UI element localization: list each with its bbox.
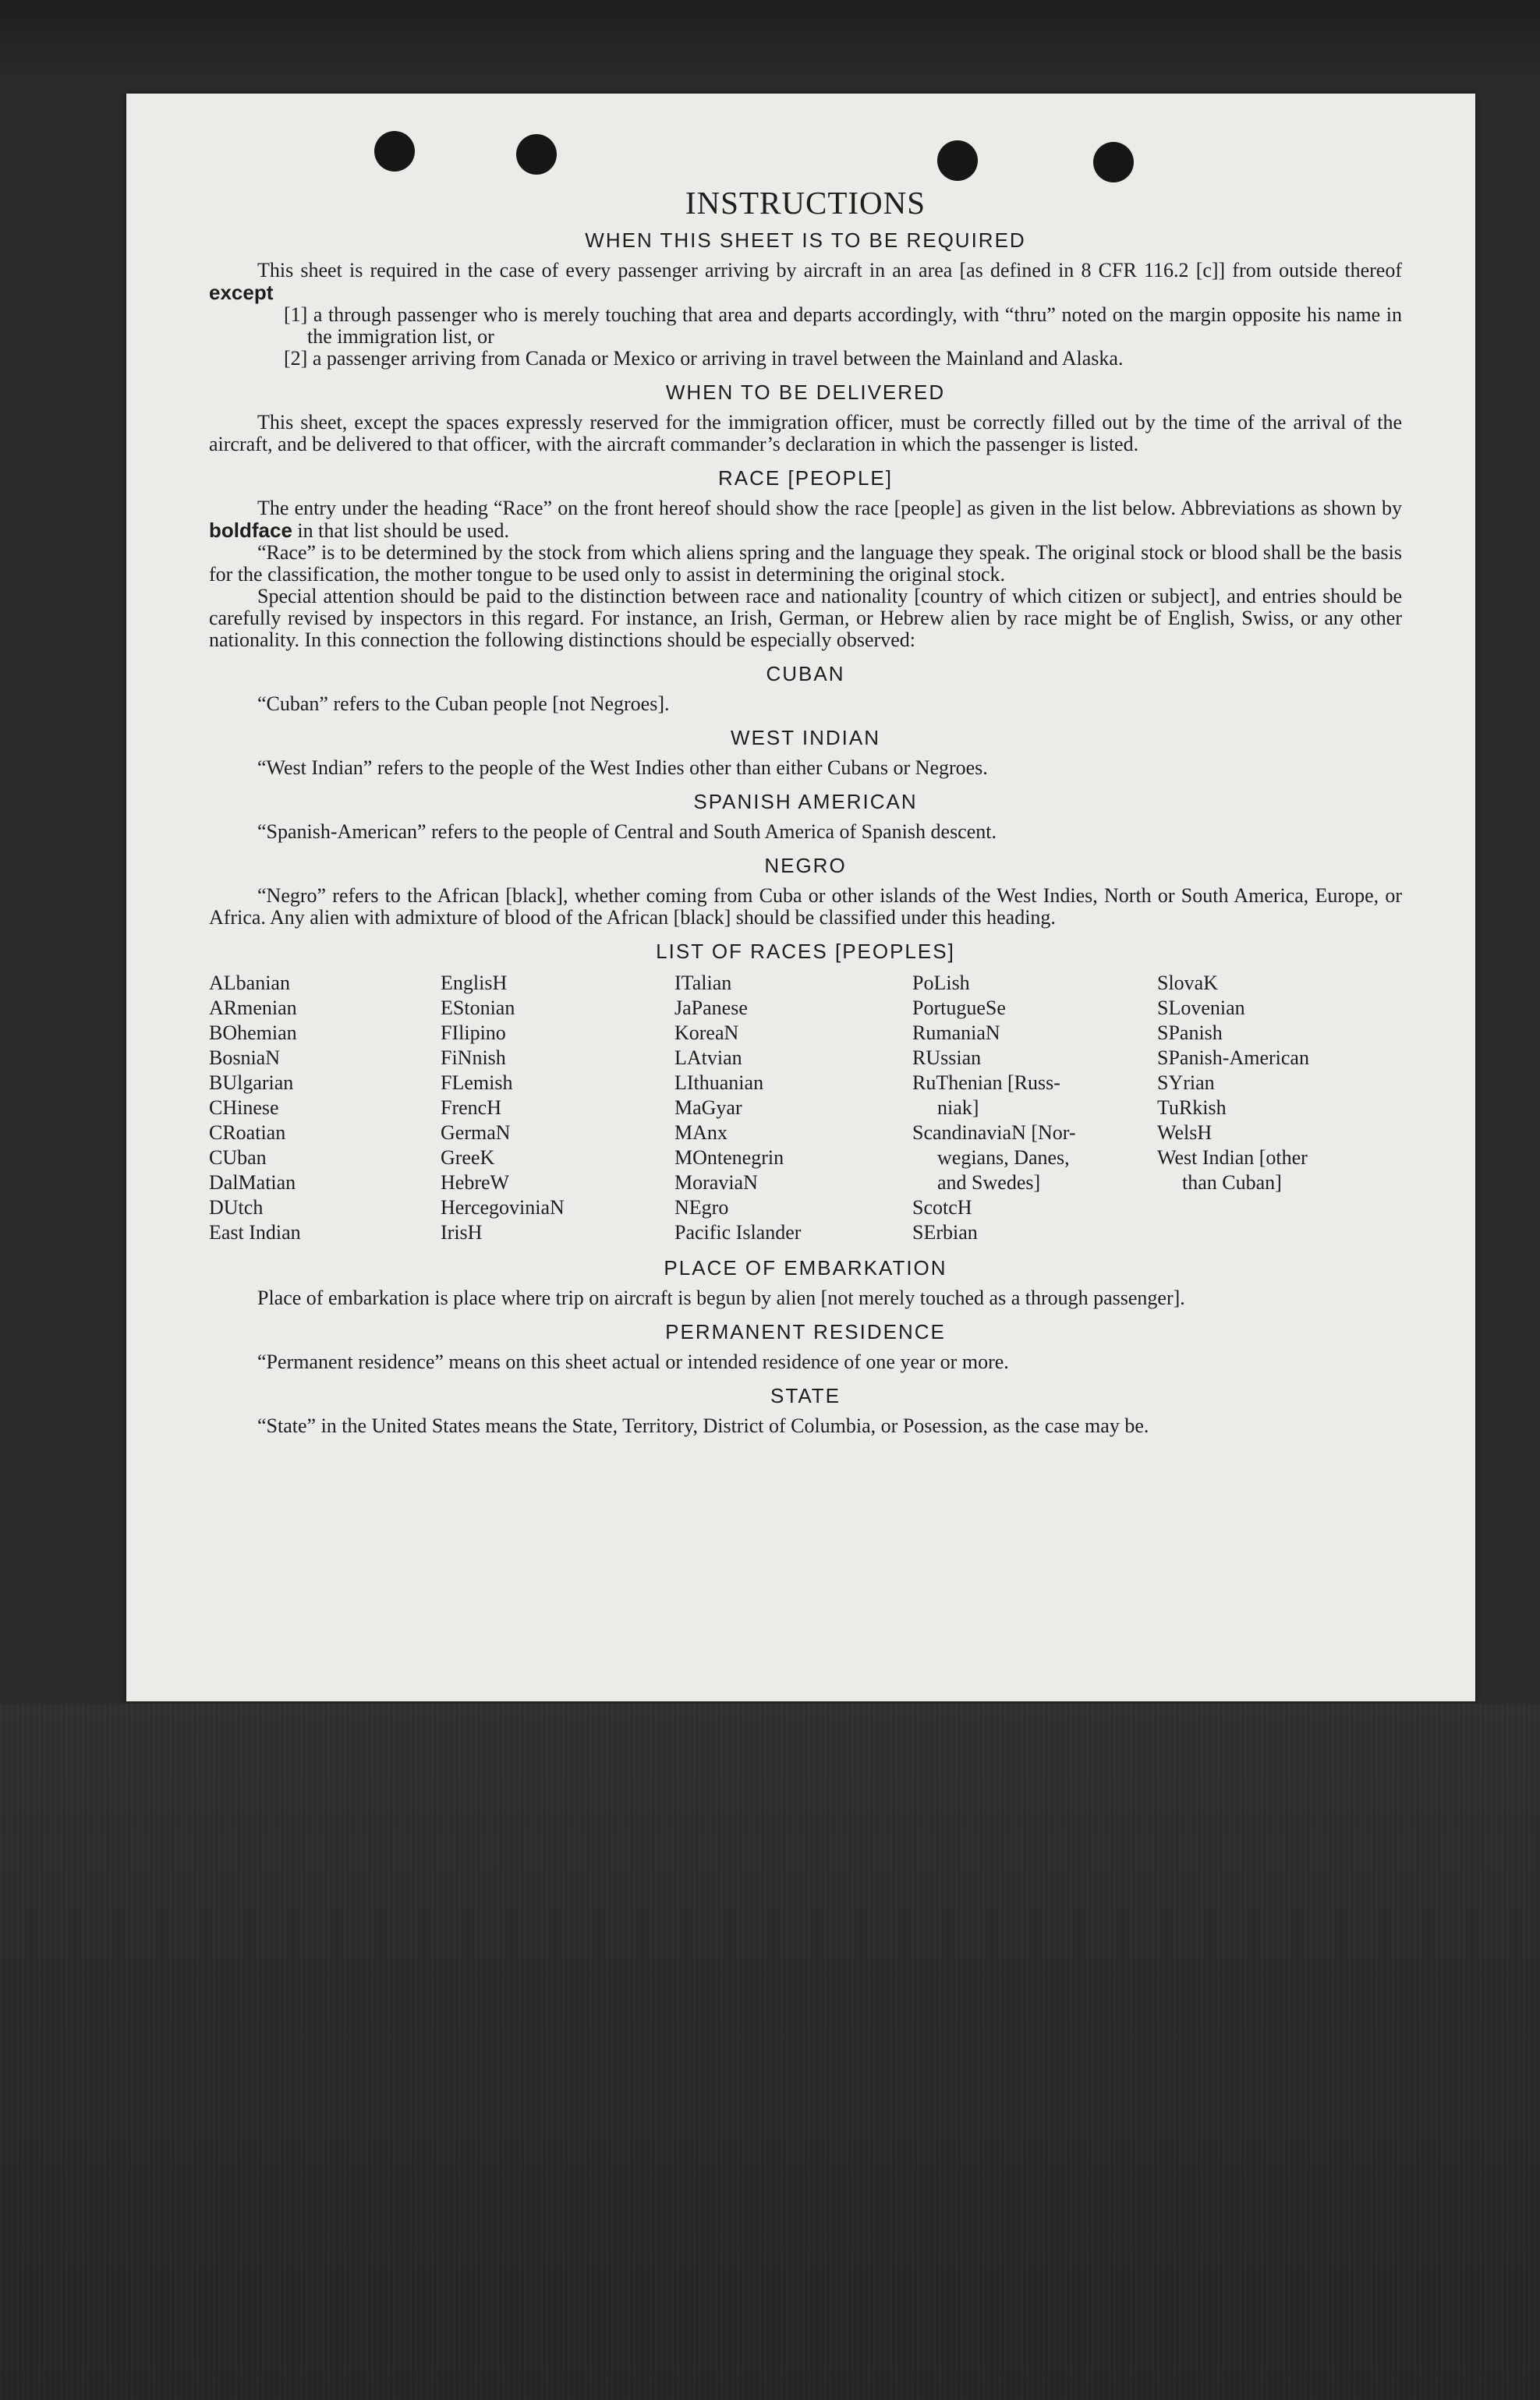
race-item: than Cuban] (1182, 1171, 1282, 1194)
residence-text: “Permanent residence” means on this sheet actual or intended residence of one year or more. (257, 1350, 1009, 1373)
race-item: KoreaN (674, 1021, 739, 1044)
race-item: MAnx (674, 1121, 728, 1144)
race-item: ScandinaviaN [Nor- (912, 1121, 1076, 1144)
heading-permanent-residence: PERMANENT RESIDENCE (665, 1320, 946, 1343)
embarkation-text: Place of embarkation is place where trip on aircraft is begun by alien [not merely touched as a through passenger]. (257, 1287, 1185, 1309)
race-item: MOntenegrin (674, 1146, 784, 1169)
race-item: SPanish (1157, 1021, 1223, 1044)
races-list (209, 971, 1402, 1245)
race-item: BOhemian (209, 1021, 297, 1044)
punch-hole (1093, 142, 1134, 182)
race-item: MoraviaN (674, 1171, 758, 1194)
races-column-2 (441, 971, 674, 1245)
instructions-content (209, 183, 1402, 1437)
race-item: FiNnish (441, 1046, 506, 1069)
negro-text: “Negro” refers to the African [black], whether coming from Cuba or other islands of the West Indies, North or South America, Europe, or Africa. Any alien with admixture of blood of the African [black] should be classified under this heading. (209, 884, 1402, 929)
race-item: East Indian (209, 1221, 301, 1244)
race-item: FIlipino (441, 1021, 506, 1044)
races-column-3 (674, 971, 912, 1245)
race-item: SlovaK (1157, 972, 1218, 994)
races-column-5 (1157, 971, 1402, 1245)
race-item: RUssian (912, 1046, 982, 1069)
race-paragraph-3: Special attention should be paid to the distinction between race and nationality [country of which citizen or subject], and entries should be carefully revised by inspectors in this regard. For instance, an Irish, German, or Hebrew alien by race might be of English, Swiss, or any other nationality. In this connection the following distinctions should be especially observed: (209, 585, 1402, 651)
cuban-text: “Cuban” refers to the Cuban people [not Negroes]. (257, 692, 670, 715)
heading-negro: NEGRO (764, 854, 847, 877)
race-item: LAtvian (674, 1046, 742, 1069)
heading-west-indian: WEST INDIAN (731, 726, 880, 749)
race-item: ScotcH (912, 1196, 972, 1219)
race-item: ARmenian (209, 996, 297, 1019)
heading-when-delivered: WHEN TO BE DELIVERED (665, 381, 946, 404)
race-item: PortugueSe (912, 996, 1006, 1019)
race-item: ALbanian (209, 972, 290, 994)
race-item: DalMatian (209, 1171, 296, 1194)
heading-when-required: WHEN THIS SHEET IS TO BE REQUIRED (585, 228, 1026, 252)
race-item: MaGyar (674, 1096, 742, 1119)
race-item: niak] (937, 1096, 979, 1119)
heading-race: RACE [PEOPLE] (718, 466, 893, 490)
spanish-american-text: “Spanish-American” refers to the people of Central and South America of Spanish descent. (257, 820, 997, 843)
race-item: Pacific Islander (674, 1221, 802, 1244)
race-item: RumaniaN (912, 1021, 1000, 1044)
race-item: GreeK (441, 1146, 495, 1169)
race-item: SLovenian (1157, 996, 1245, 1019)
race-item: SYrian (1157, 1071, 1215, 1094)
race-item: SErbian (912, 1221, 978, 1244)
page-title: INSTRUCTIONS (685, 185, 926, 221)
races-column-1 (209, 971, 441, 1245)
state-text: “State” in the United States means the State, Territory, District of Columbia, or Posession, as the case may be. (257, 1414, 1149, 1437)
race-item: CHinese (209, 1096, 279, 1119)
race-item: LIthuanian (674, 1071, 764, 1094)
race-item: West Indian [other (1157, 1146, 1308, 1169)
race-item: WelsH (1157, 1121, 1213, 1144)
race-item: CRoatian (209, 1121, 286, 1144)
races-column-4 (912, 971, 1157, 1245)
race-item: BosniaN (209, 1046, 280, 1069)
race-item: DUtch (209, 1196, 264, 1219)
race-item: wegians, Danes, (937, 1146, 1070, 1169)
race-item: TuRkish (1157, 1096, 1227, 1119)
heading-spanish-american: SPANISH AMERICAN (693, 790, 918, 813)
required-intro: This sheet is required in the case of every passenger arriving by aircraft in an area [as defined in 8 CFR 116.2 [c]] from outside thereof except (209, 259, 1402, 304)
race-item: HercegoviniaN (441, 1196, 565, 1219)
instruction-sheet (126, 94, 1475, 1701)
film-border-bottom (0, 1704, 1540, 2400)
race-item: EnglisH (441, 972, 508, 994)
race-item: FrencH (441, 1096, 501, 1119)
race-item: RuThenian [Russ- (912, 1071, 1060, 1094)
race-item: NEgro (674, 1196, 729, 1219)
required-item-1: [1] a through passenger who is merely touching that area and departs accordingly, with “thru” noted on the margin opposite his name in the immigration list, or (284, 303, 1402, 348)
heading-list-of-races: LIST OF RACES [PEOPLES] (656, 940, 955, 963)
race-paragraph-1: The entry under the heading “Race” on the front hereof should show the race [people] as given in the list below. Abbreviations as shown by boldface in that list should be used. (209, 497, 1402, 542)
heading-cuban: CUBAN (766, 662, 845, 685)
punch-hole (374, 131, 415, 172)
race-item: PoLish (912, 972, 970, 994)
race-item: EStonian (441, 996, 515, 1019)
heading-place-of-embarkation: PLACE OF EMBARKATION (664, 1256, 947, 1280)
race-paragraph-2: “Race” is to be determined by the stock from which aliens spring and the language they speak. The original stock or blood shall be the basis for the classification, the mother tongue to be used only to assist in determining the original stock. (209, 541, 1402, 586)
race-item: CUban (209, 1146, 267, 1169)
race-item: FLemish (441, 1071, 513, 1094)
punch-hole (516, 134, 557, 175)
delivered-text: This sheet, except the spaces expressly reserved for the immigration officer, must be correctly filled out by the time of the arrival of the aircraft, and be delivered to that officer, with the aircraft commander’s declaration in which the passenger is listed. (209, 411, 1402, 455)
punch-hole (937, 140, 978, 181)
race-item: SPanish-American (1157, 1046, 1309, 1069)
west-indian-text: “West Indian” refers to the people of the West Indies other than either Cubans or Negroes. (257, 756, 988, 779)
heading-state: STATE (770, 1384, 841, 1407)
required-item-2: [2] a passenger arriving from Canada or Mexico or arriving in travel between the Mainland and Alaska. (284, 347, 1124, 370)
race-item: HebreW (441, 1171, 510, 1194)
race-item: BUlgarian (209, 1071, 294, 1094)
race-item: IrisH (441, 1221, 483, 1244)
race-item: GermaN (441, 1121, 511, 1144)
film-border-top (0, 0, 1540, 94)
race-item: and Swedes] (937, 1171, 1041, 1194)
race-item: ITalian (674, 972, 732, 994)
race-item: JaPanese (674, 996, 748, 1019)
